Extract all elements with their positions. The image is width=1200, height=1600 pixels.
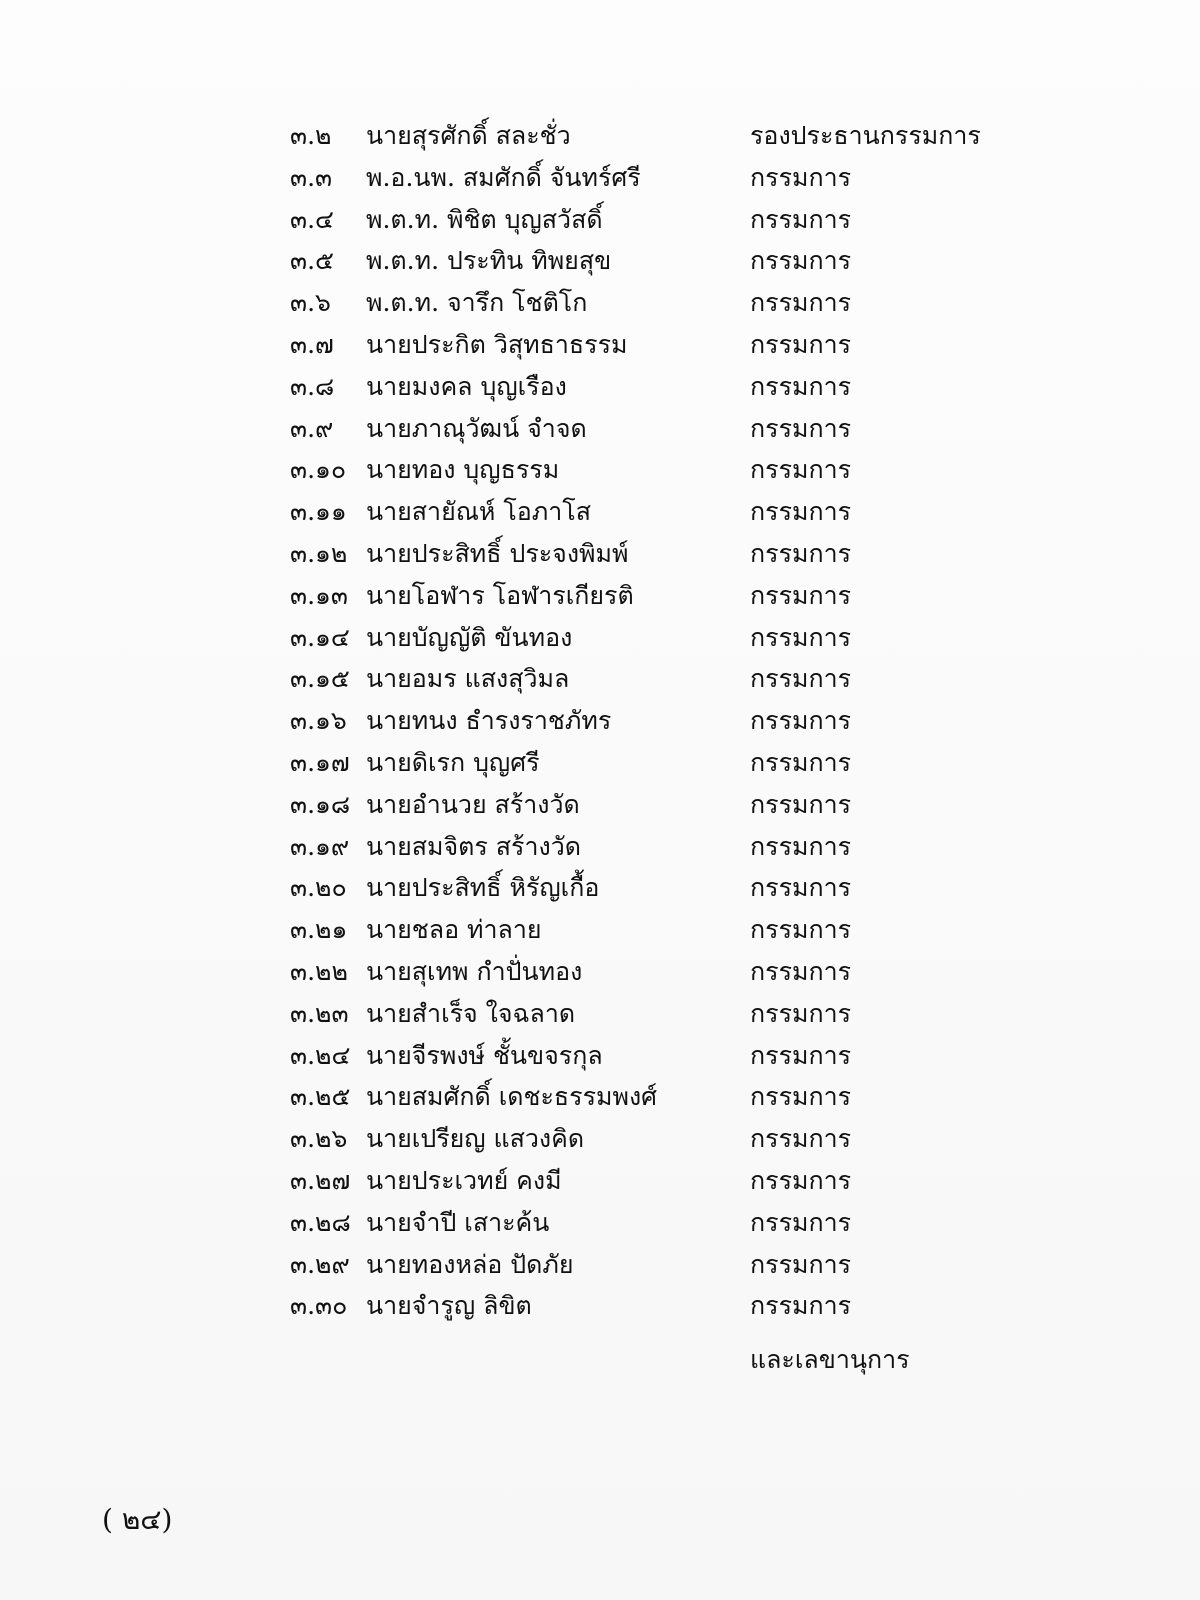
member-row — [0, 742, 1200, 784]
member-number: ๓.๒๘ — [290, 1207, 351, 1237]
member-role: กรรมการ — [750, 246, 852, 276]
member-role: กรรมการ — [750, 1165, 852, 1195]
member-number: ๓.๑๙ — [290, 831, 350, 861]
member-row — [0, 157, 1200, 199]
member-role: กรรมการ — [750, 538, 852, 568]
member-role: กรรมการ — [750, 1207, 852, 1237]
member-row — [0, 115, 1200, 157]
member-row — [0, 449, 1200, 491]
member-number: ๓.๒๖ — [290, 1124, 348, 1154]
member-row — [0, 1244, 1200, 1286]
member-name: นายจำรูญ ลิขิต — [366, 1291, 532, 1321]
member-number: ๓.๒ — [290, 121, 332, 150]
member-role: กรรมการ — [750, 789, 852, 819]
member-role: กรรมการ — [750, 455, 852, 485]
member-role: รองประธานกรรมการ — [750, 121, 981, 150]
member-name: นายจีรพงษ์ ชั้นขจรกุล — [366, 1040, 603, 1070]
member-number: ๓.๑๑ — [290, 497, 347, 527]
member-name: นายสมจิตร สร้างวัด — [366, 831, 581, 861]
member-row — [0, 784, 1200, 826]
member-number: ๓.๒๑ — [290, 915, 348, 945]
member-name: นายอำนวย สร้างวัด — [366, 789, 580, 819]
member-number: ๓.๒๙ — [290, 1249, 350, 1279]
page-number: ( ๒๔) — [102, 1503, 173, 1536]
member-role: กรรมการ — [750, 1040, 852, 1070]
member-name: นายบัญญัติ ขันทอง — [366, 622, 573, 652]
member-row — [0, 533, 1200, 575]
member-name: นายมงคล บุญเรือง — [366, 371, 567, 401]
member-row — [0, 1118, 1200, 1160]
member-role: กรรมการ — [750, 831, 852, 861]
member-name: นายจำปี เสาะค้น — [366, 1207, 550, 1237]
member-row — [0, 1035, 1200, 1077]
member-row — [0, 993, 1200, 1035]
member-name: พ.ต.ท. ประทิน ทิพยสุข — [366, 246, 612, 276]
member-role: กรรมการ — [750, 1124, 852, 1154]
member-name: นายประเวทย์ คงมี — [366, 1165, 562, 1195]
member-row — [0, 240, 1200, 282]
member-row — [0, 1285, 1200, 1327]
member-row — [0, 282, 1200, 324]
member-number: ๓.๒๗ — [290, 1165, 351, 1195]
member-number: ๓.๓๐ — [290, 1291, 348, 1321]
member-row — [0, 617, 1200, 659]
member-number: ๓.๖ — [290, 288, 331, 318]
member-number: ๓.๒๐ — [290, 873, 347, 903]
member-role: กรรมการ — [750, 1291, 852, 1321]
member-name: นายประกิต วิสุทธาธรรม — [366, 329, 628, 359]
member-role: กรรมการ — [750, 497, 852, 527]
member-name: พ.ต.ท. พิชิต บุญสวัสดิ์ — [366, 204, 603, 234]
member-name: นายสายัณห์ โอภาโส — [366, 497, 591, 527]
member-row — [0, 324, 1200, 366]
member-row — [0, 700, 1200, 742]
member-number: ๓.๙ — [290, 413, 334, 443]
member-name: นายโอฬาร โอฬารเกียรติ — [366, 580, 634, 610]
committee-member-list — [0, 115, 1200, 1327]
member-name: พ.ต.ท. จารึก โชติโก — [366, 288, 588, 318]
member-name: นายเปรียญ แสวงคิด — [366, 1124, 585, 1154]
member-number: ๓.๑๓ — [290, 580, 348, 610]
member-name: นายสุเทพ กำปั่นทอง — [366, 956, 583, 986]
member-row — [0, 575, 1200, 617]
member-row — [0, 491, 1200, 533]
member-number: ๓.๑๕ — [290, 664, 350, 694]
member-row — [0, 1160, 1200, 1202]
member-number: ๓.๒๔ — [290, 1040, 351, 1070]
member-role: กรรมการ — [750, 664, 852, 694]
member-number: ๓.๒๕ — [290, 1082, 351, 1112]
member-role: กรรมการ — [750, 873, 852, 903]
member-name: นายอมร แสงสุวิมล — [366, 664, 570, 694]
member-role: กรรมการ — [750, 371, 852, 401]
member-role: กรรมการ — [750, 998, 852, 1028]
member-role: กรรมการ — [750, 956, 852, 986]
member-number: ๓.๑๒ — [290, 538, 348, 568]
member-role: กรรมการ — [750, 413, 852, 443]
secretary-role-suffix: และเลขานุการ — [750, 1345, 910, 1374]
member-name: นายประสิทธิ์ หิรัญเกื้อ — [366, 873, 600, 903]
member-name: นายทองหล่อ ปัดภัย — [366, 1249, 574, 1279]
member-row — [0, 1202, 1200, 1244]
member-role: กรรมการ — [750, 747, 852, 777]
member-number: ๓.๗ — [290, 329, 334, 359]
member-role: กรรมการ — [750, 329, 852, 359]
member-number: ๓.๑๔ — [290, 622, 350, 652]
member-role: กรรมการ — [750, 1082, 852, 1112]
member-role: กรรมการ — [750, 706, 852, 736]
member-number: ๓.๕ — [290, 246, 334, 276]
member-number: ๓.๑๘ — [290, 789, 351, 819]
member-name: นายสำเร็จ ใจฉลาด — [366, 998, 576, 1028]
member-number: ๓.๘ — [290, 371, 335, 401]
member-name: นายสมศักดิ์ เดชะธรรมพงศ์ — [366, 1082, 658, 1112]
member-row — [0, 951, 1200, 993]
member-name: นายทอง บุญธรรม — [366, 455, 560, 485]
member-row — [0, 658, 1200, 700]
member-role: กรรมการ — [750, 162, 852, 192]
member-number: ๓.๓ — [290, 162, 333, 192]
member-role: กรรมการ — [750, 1249, 852, 1279]
member-name: นายทนง ธำรงราชภัทร — [366, 706, 612, 736]
member-number: ๓.๒๓ — [290, 998, 349, 1028]
member-role: กรรมการ — [750, 204, 852, 234]
member-role: กรรมการ — [750, 288, 852, 318]
member-row — [0, 199, 1200, 241]
member-role: กรรมการ — [750, 915, 852, 945]
member-row — [0, 408, 1200, 450]
member-row — [0, 909, 1200, 951]
member-row — [0, 366, 1200, 408]
member-row — [0, 867, 1200, 909]
member-name: นายชลอ ท่าลาย — [366, 915, 542, 945]
member-name: พ.อ.นพ. สมศักดิ์ จันทร์ศรี — [366, 162, 641, 192]
member-name: นายสุรศักดิ์ สละชั่ว — [366, 121, 571, 150]
member-row — [0, 1076, 1200, 1118]
member-name: นายประสิทธิ์ ประจงพิมพ์ — [366, 538, 629, 568]
member-row — [0, 826, 1200, 868]
member-number: ๓.๔ — [290, 204, 334, 234]
member-name: นายดิเรก บุญศรี — [366, 747, 540, 777]
member-number: ๓.๒๒ — [290, 956, 348, 986]
member-role: กรรมการ — [750, 580, 852, 610]
member-number: ๓.๑๗ — [290, 747, 350, 777]
member-name: นายภาณุวัฒน์ จำจด — [366, 413, 587, 443]
member-number: ๓.๑๖ — [290, 706, 347, 736]
member-number: ๓.๑๐ — [290, 455, 347, 485]
member-role: กรรมการ — [750, 622, 852, 652]
